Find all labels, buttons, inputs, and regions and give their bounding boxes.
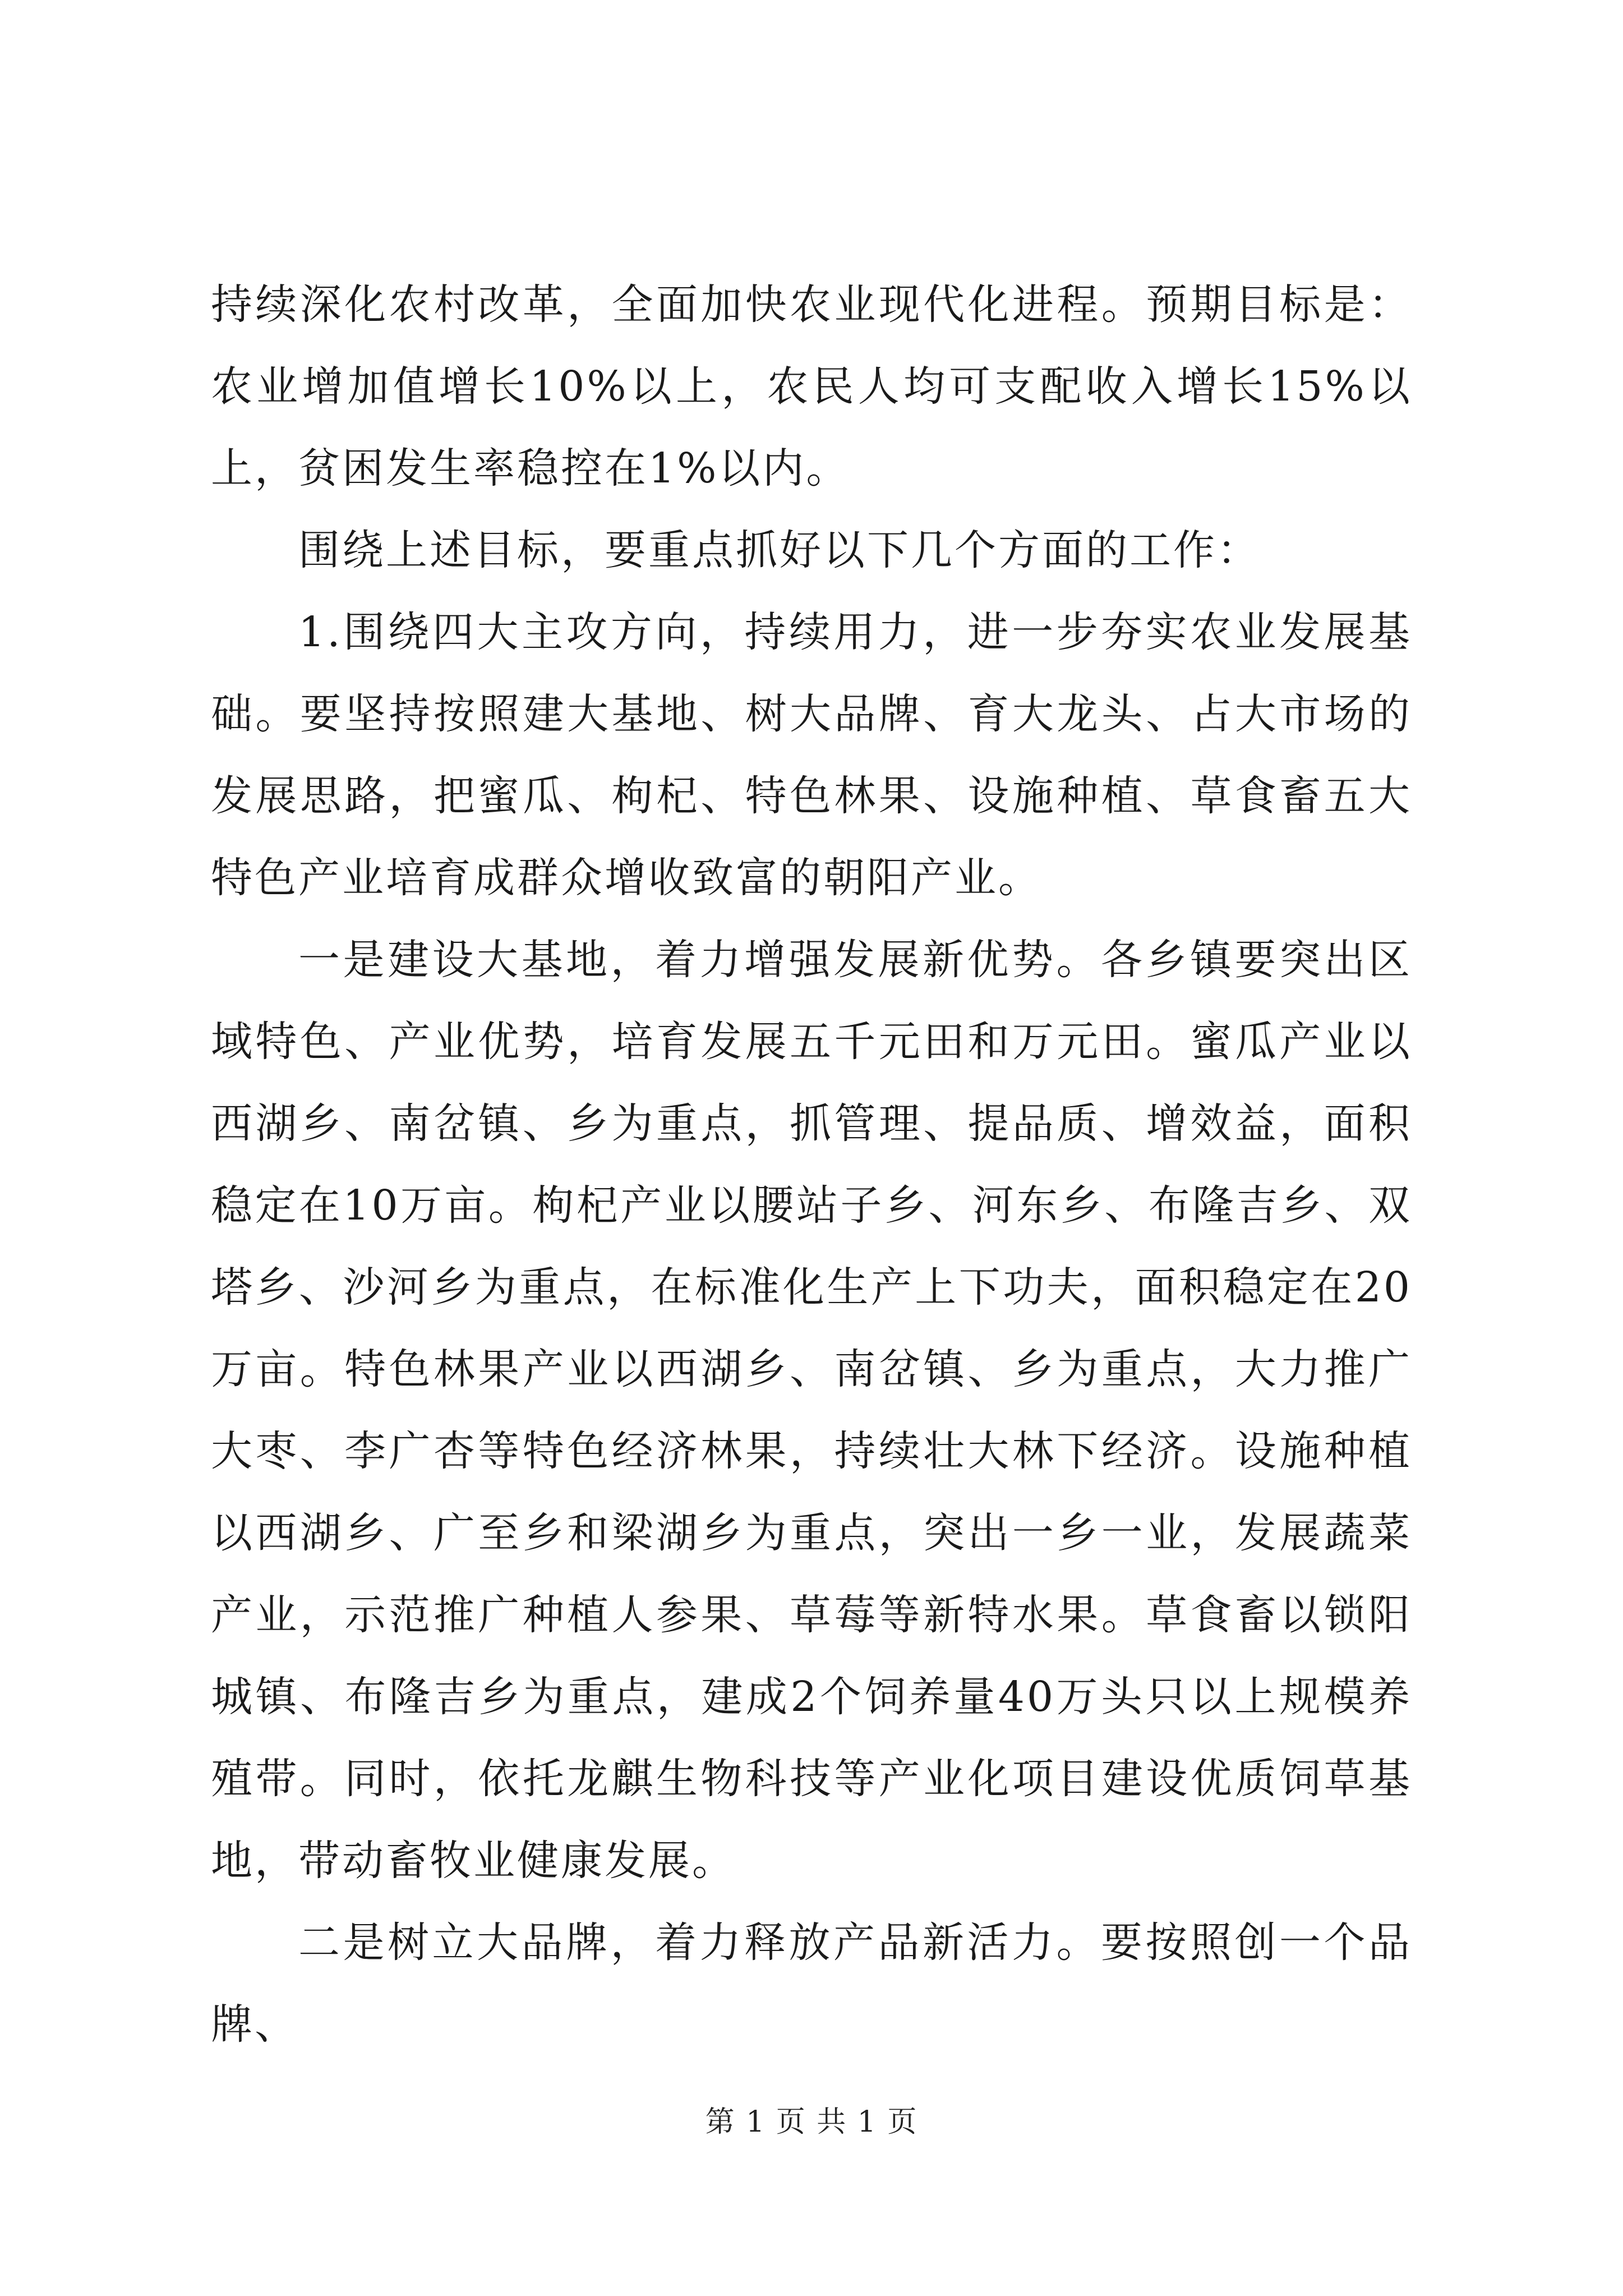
paragraph-point-1: 一是建设大基地，着力增强发展新优势。各乡镇要突出区域特色、产业优势，培育发展五千元田和万元田。蜜瓜产业以西湖乡、南岔镇、乡为重点，抓管理、提品质、增效益，面积稳定在10万亩。枸杞产业以腰站子乡、河东乡、布隆吉乡、双塔乡、沙河乡为重点，在标准化生产上下功夫，面积稳定在20万亩。特色林果产业以西湖乡、南岔镇、乡为重点，大力推广大枣、李广杏等特色经济林果，持续壮大林下经济。设施种植以西湖乡、广至乡和梁湖乡为重点，突出一乡一业，发展蔬菜产业，示范推广种植人参果、草莓等新特水果。草食畜以锁阳城镇、布隆吉乡为重点，建成2个饲养量40万头只以上规模养殖带。同时，依托龙麒生物科技等产业化项目建设优质饲草基地，带动畜牧业健康发展。 xyxy=(211,936,1412,1885)
paragraph-intro: 围绕上述目标，要重点抓好以下几个方面的工作： xyxy=(298,526,1261,574)
paragraph-continuation: 持续深化农村改革，全面加快农业现代化进程。预期目标是：农业增加值增长10%以上，农民人均可支配收入增长15%以上，贫困发生率稳控在1%以内。 xyxy=(211,280,1412,493)
document-body xyxy=(211,264,1412,2065)
paragraph-section-1: 1.围绕四大主攻方向，持续用力，进一步夯实农业发展基础。要坚持按照建大基地、树大品牌、育大龙头、占大市场的发展思路，把蜜瓜、枸杞、特色林果、设施种植、草食畜五大特色产业培育成群众增收致富的朝阳产业。 xyxy=(211,608,1412,902)
paragraph-point-2: 二是树立大品牌，着力释放产品新活力。要按照创一个品牌、 xyxy=(211,1918,1412,2049)
page-footer: 第 1 页 共 1 页 xyxy=(705,2105,918,2139)
